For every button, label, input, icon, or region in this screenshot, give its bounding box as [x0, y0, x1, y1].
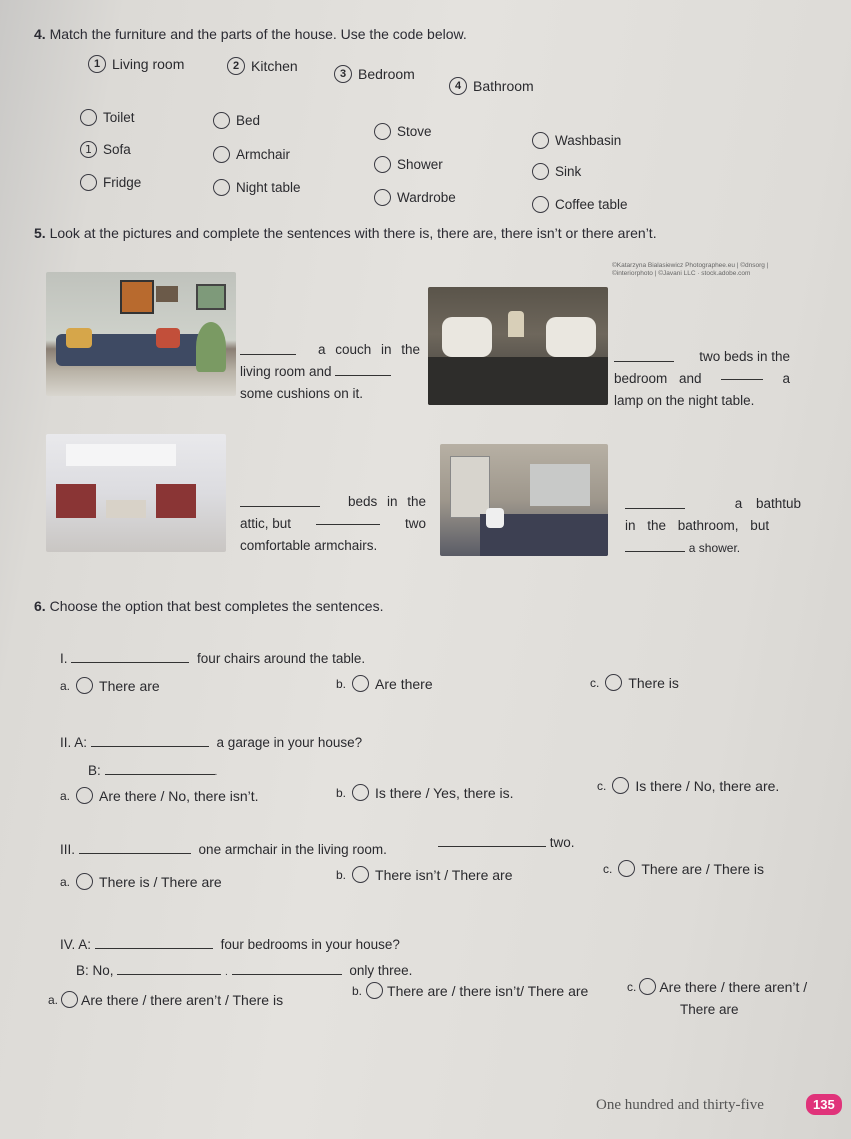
attic-photo [46, 434, 226, 552]
sentence-text: attic, but [240, 516, 292, 531]
answer-circle[interactable] [61, 991, 78, 1008]
answer-circle[interactable] [76, 873, 93, 890]
sentence-text: living room and [240, 364, 332, 379]
question-text: two. [549, 835, 575, 850]
answer-blank[interactable] [335, 374, 391, 376]
armchair [56, 484, 96, 518]
q1-option-c[interactable] [590, 674, 679, 691]
answer-circle[interactable] [213, 179, 230, 196]
option-letter: c. [590, 675, 600, 690]
q3-option-a[interactable] [60, 873, 222, 890]
item-label: Armchair [236, 147, 291, 162]
option-letter: a. [60, 678, 71, 693]
sentence-text: comfortable armchairs. [240, 538, 378, 553]
match-item-wardrobe[interactable] [374, 189, 456, 206]
code-number: 1 [88, 55, 106, 73]
item-label: Washbasin [555, 133, 622, 148]
item-label: Wardrobe [397, 190, 456, 205]
option-text: There is [628, 674, 679, 691]
sentence-text: in the bathroom, but [625, 518, 770, 533]
question-4-b: B: No, . only three. [76, 963, 413, 978]
item-label: Sofa [103, 142, 131, 157]
answer-circle[interactable] [80, 174, 97, 191]
code-label: Bedroom [358, 66, 415, 82]
item-label: Stove [397, 124, 432, 139]
q1-option-a[interactable] [60, 677, 160, 694]
page-number-badge [806, 1094, 842, 1115]
question-2 [60, 732, 362, 754]
code-label: Bathroom [473, 78, 534, 94]
answer-circle[interactable] [374, 123, 391, 140]
answer-blank[interactable] [625, 550, 685, 552]
match-item-coffee-table[interactable] [532, 196, 628, 213]
answer-circle[interactable] [366, 982, 383, 999]
answer-blank[interactable] [117, 973, 221, 975]
answer-blank[interactable] [79, 852, 191, 854]
option-text: There are / There is [641, 860, 765, 877]
toilet [486, 508, 504, 528]
answer-circle[interactable] [352, 866, 369, 883]
item-label: Fridge [103, 175, 142, 190]
cushion [156, 328, 180, 348]
option-letter: b. [336, 867, 347, 882]
q3-option-b[interactable] [336, 866, 513, 883]
question-text: four chairs around the table. [197, 651, 366, 666]
answer-blank[interactable] [240, 505, 320, 507]
ex6-instruction: Choose the option that best completes the sentences. [49, 598, 384, 614]
item-label: Night table [236, 180, 301, 195]
code-4 [449, 77, 534, 95]
sentence-text: a [782, 371, 790, 386]
answer-circle[interactable] [532, 132, 549, 149]
bathroom-photo [440, 444, 608, 556]
answer-blank[interactable] [316, 523, 380, 525]
question-number: I. [60, 651, 68, 666]
sentence-4 [625, 493, 801, 559]
window [450, 456, 490, 518]
option-text: There are [680, 1002, 739, 1017]
bedroom-photo [428, 287, 608, 405]
code-3 [334, 65, 415, 83]
sentence-text: some cushions on it. [240, 386, 364, 401]
q4-option-c[interactable] [627, 978, 807, 995]
skylight [66, 444, 176, 466]
match-item-sofa[interactable] [80, 141, 131, 158]
answer-blank[interactable] [232, 973, 342, 975]
item-label: Coffee table [555, 197, 628, 212]
option-letter: b. [336, 785, 347, 800]
option-letter: c. [627, 979, 637, 994]
option-text: Is there / Yes, there is. [375, 784, 514, 801]
question-text: one armchair in the living room. [198, 842, 387, 857]
question-4 [60, 934, 400, 956]
answer-circle[interactable] [618, 860, 635, 877]
option-letter: c. [603, 861, 613, 876]
question-text: only three. [349, 963, 413, 978]
plant [196, 322, 226, 372]
q2-option-a[interactable] [60, 787, 259, 804]
question-number: II. A: [60, 735, 88, 750]
mirror [530, 464, 590, 506]
option-letter: a. [60, 874, 71, 889]
question-number: IV. A: [60, 937, 92, 952]
lamp [508, 311, 524, 337]
photo-credit [612, 262, 768, 278]
q2-option-c[interactable] [597, 777, 779, 794]
sentence-1 [240, 339, 420, 405]
option-letter: a. [60, 788, 71, 803]
answer-blank[interactable] [95, 947, 213, 949]
answer-circle[interactable] [374, 189, 391, 206]
sentence-text: a couch in the [317, 342, 420, 357]
q4-option-c-line2 [680, 999, 739, 1021]
ex5-number: 5. [34, 225, 46, 241]
sentence-text: lamp on the night table. [614, 393, 755, 408]
option-text: There are / there isn’t/ There are [387, 982, 589, 999]
answer-circle[interactable] [213, 112, 230, 129]
q4-option-a[interactable] [48, 991, 283, 1008]
match-item-washbasin[interactable] [532, 132, 621, 149]
option-letter: b. [336, 676, 347, 691]
ex5-heading [34, 225, 657, 241]
option-text: Are there / there aren’t / There is [81, 991, 284, 1008]
answer-blank[interactable] [614, 360, 674, 362]
code-label: Kitchen [251, 58, 298, 74]
pillow [546, 317, 596, 357]
answer-circle[interactable] [76, 677, 93, 694]
question-text: a garage in your house? [216, 735, 363, 750]
ex5-instruction: Look at the pictures and complete the sentences with there is, there are, there isn’t or there aren’t. [49, 225, 657, 241]
sentence-3 [240, 491, 426, 557]
match-item-night-table[interactable] [213, 179, 301, 196]
page-number: 135 [813, 1097, 835, 1112]
option-text: There are [99, 677, 160, 694]
sentence-text: two [404, 516, 426, 531]
option-letter: b. [352, 983, 363, 998]
ex4-instruction: Match the furniture and the parts of the house. Use the code below. [49, 26, 467, 42]
code-number: 3 [334, 65, 352, 83]
option-text: There is / There are [99, 873, 222, 890]
answer-circle[interactable] [612, 777, 629, 794]
armchair [156, 484, 196, 518]
table [106, 500, 146, 518]
credit-line: ©Katarzyna Bialasiewicz Photographee.eu | ©dnsorg | [612, 262, 769, 269]
page-footer [596, 1097, 764, 1114]
option-letter: a. [48, 992, 59, 1007]
q1-option-b[interactable] [336, 675, 433, 692]
option-text: Are there / No, there isn’t. [99, 787, 259, 804]
question-3 [60, 839, 387, 861]
answer-circle[interactable] [374, 156, 391, 173]
picture-frame [196, 284, 226, 310]
match-item-bed[interactable] [213, 112, 260, 129]
answer-circle[interactable] [80, 109, 97, 126]
question-text: four bedrooms in your house? [220, 937, 400, 952]
code-label: Living room [112, 56, 185, 72]
option-text: There isn’t / There are [375, 866, 513, 883]
match-item-toilet[interactable] [80, 109, 135, 126]
question-1 [60, 648, 365, 670]
answer-circle[interactable] [532, 163, 549, 180]
cushion [66, 328, 92, 348]
item-label: Toilet [103, 110, 135, 125]
q2-option-b[interactable] [336, 784, 514, 801]
option-text: Is there / No, there are. [635, 777, 780, 794]
answer-blank[interactable] [105, 773, 215, 775]
question-number: III. [60, 842, 76, 857]
answer-circle[interactable] [76, 787, 93, 804]
q4-option-b[interactable] [352, 982, 588, 999]
match-item-stove[interactable] [374, 123, 432, 140]
answer-blank[interactable] [240, 353, 296, 355]
pillow [442, 317, 492, 357]
ex4-heading [34, 26, 467, 42]
bed-frame [428, 357, 608, 405]
sentence-text: beds in the [347, 494, 426, 509]
answer-blank[interactable] [721, 378, 763, 380]
code-1 [88, 55, 184, 73]
ex4-number: 4. [34, 26, 46, 42]
item-label: Bed [236, 113, 261, 128]
item-label: Sink [555, 164, 582, 179]
answer-circle[interactable] [352, 784, 369, 801]
item-label: Shower [397, 157, 443, 172]
sentence-text: two beds in the [699, 349, 790, 364]
answer-circle[interactable] [639, 978, 656, 995]
sentence-2 [614, 346, 790, 412]
ex6-heading [34, 598, 383, 614]
picture-frame [156, 286, 178, 302]
match-item-sink[interactable] [532, 163, 581, 180]
code-2 [227, 57, 298, 75]
match-item-fridge[interactable] [80, 174, 141, 191]
answer-blank[interactable] [625, 507, 685, 509]
living-room-photo [46, 272, 236, 396]
sentence-text: bedroom and [614, 371, 702, 386]
credit-line: ©interiorphoto | ©Javani LLC · stock.adobe.com [612, 270, 751, 277]
question-3-b [438, 832, 575, 854]
answer-blank[interactable] [91, 745, 209, 747]
answer-circle[interactable] [213, 146, 230, 163]
code-number: 2 [227, 57, 245, 75]
answer-circle[interactable] [532, 196, 549, 213]
question-2-b: B: . [88, 763, 218, 778]
option-letter: c. [597, 778, 607, 793]
answer-circle[interactable] [605, 674, 622, 691]
question-text: B: [88, 763, 101, 778]
sentence-text: a shower. [688, 541, 741, 555]
answer-circle[interactable] [352, 675, 369, 692]
answer-blank[interactable] [71, 661, 189, 663]
question-text: B: No, [76, 963, 114, 978]
option-text: Are there / there aren’t / [659, 978, 808, 995]
footer-text: One hundred and thirty-five [596, 1097, 764, 1113]
sentence-text: a bathtub [734, 496, 801, 511]
code-number: 4 [449, 77, 467, 95]
option-text: Are there [375, 675, 433, 692]
picture-frame [120, 280, 154, 314]
match-item-shower[interactable] [374, 156, 443, 173]
answer-circle-filled[interactable]: 1 [80, 141, 97, 158]
q3-option-c[interactable] [603, 860, 764, 877]
ex6-number: 6. [34, 598, 46, 614]
answer-blank[interactable] [438, 845, 546, 847]
match-item-armchair[interactable] [213, 146, 290, 163]
